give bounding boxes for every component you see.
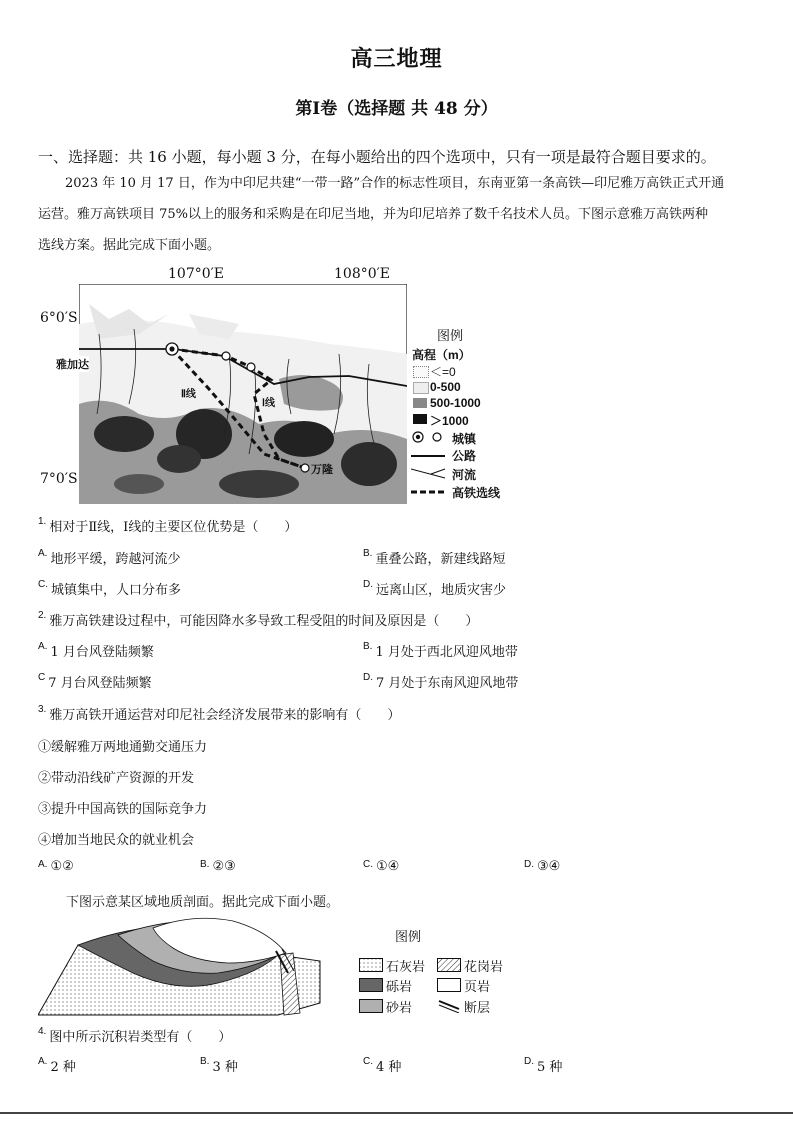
- page-bottom-border: [0, 1112, 793, 1114]
- q1-option-c[interactable]: $^{C.}$ 城镇集中，人口分布多: [38, 579, 182, 598]
- map-legend-river: 河流: [452, 468, 477, 482]
- map-legend-e1: ＜=0: [430, 365, 456, 379]
- legend-fault-icon: [437, 997, 461, 1013]
- q4-option-c[interactable]: $^{C.}$ 4 种: [363, 1056, 402, 1075]
- intro-line-3: 选线方案。据此完成下面小题。: [38, 238, 221, 253]
- question-1: $^{1.}$ 相对于Ⅱ线，Ⅰ线的主要区位优势是（ ）: [38, 516, 298, 535]
- map-lon-label-2: 108°0′E: [334, 266, 391, 282]
- geo-legend-granite: 花岗岩: [464, 960, 504, 975]
- legend-swatch-below-zero: [413, 366, 429, 378]
- geo-legend-conglomerate: 砾岩: [386, 980, 413, 995]
- intro-line-1: 2023 年 10 月 17 日，作为中印尼共建“一带一路”合作的标志性项目，东南亚第一条高铁—印尼雅万高铁正式开通: [65, 176, 725, 191]
- legend-rail-icon: [411, 486, 447, 498]
- map-city-jakarta: 雅加达: [56, 356, 89, 372]
- map-legend-town: 城镇: [452, 432, 477, 446]
- legend-river-icon: [411, 466, 447, 480]
- legend-swatch-500-1000: [413, 398, 427, 408]
- section-subtitle: 第Ⅰ卷（选择题 共 48 分）: [295, 99, 498, 119]
- q4-option-a[interactable]: $^{A.}$ 2 种: [38, 1056, 76, 1075]
- q1-option-a[interactable]: $^{A.}$ 地形平缓，跨越河流少: [38, 548, 181, 567]
- question-3: $^{3.}$ 雅万高铁开通运营对印尼社会经济发展带来的影响有（ ）: [38, 704, 401, 723]
- map-line-2-label: Ⅱ线: [181, 389, 196, 400]
- legend-limestone-swatch: [359, 958, 383, 972]
- section-heading: 一、选择题：共 16 小题，每小题 3 分，在每小题给出的四个选项中，只有一项是最符合题目要求的。: [38, 148, 716, 166]
- legend-conglomerate-swatch: [359, 978, 383, 992]
- map-lon-label-1: 107°0′E: [168, 266, 225, 282]
- q3-item-3: ③提升中国高铁的国际竞争力: [38, 802, 208, 817]
- railway-route-map: [79, 284, 407, 504]
- q2-option-a[interactable]: $^{A.}$ 1 月台风登陆频繁: [38, 641, 154, 660]
- map-legend-title: 图例: [437, 328, 464, 343]
- geo-legend-title: 图例: [395, 930, 422, 945]
- q3-item-2: ②带动沿线矿产资源的开发: [38, 771, 195, 786]
- q1-option-d[interactable]: $^{D.}$ 远离山区，地质灾害少: [363, 579, 507, 598]
- geo-legend-sandstone: 砂岩: [386, 1001, 413, 1016]
- map-legend-e3: 500-1000: [430, 396, 481, 410]
- q2-option-c[interactable]: $^C$ 7 月台风登陆频繁: [38, 672, 152, 691]
- geologic-cross-section: [38, 913, 338, 1018]
- q3-option-a[interactable]: $^{A.}$ ①②: [38, 859, 74, 874]
- map-legend-elevation: 高程（m）: [412, 348, 471, 362]
- geo-legend-shale: 页岩: [464, 980, 491, 995]
- legend-swatch-above-1000: [413, 414, 427, 424]
- map-city-bandung: 万隆: [311, 464, 333, 476]
- q4-option-d[interactable]: $^{D.}$ 5 种: [524, 1056, 563, 1075]
- legend-shale-swatch: [437, 978, 461, 992]
- q3-item-4: ④增加当地民众的就业机会: [38, 833, 195, 848]
- map-legend-road: 公路: [452, 449, 477, 463]
- q4-option-b[interactable]: $^{B.}$ 3 种: [200, 1056, 238, 1075]
- legend-swatch-0-500: [413, 382, 429, 394]
- q3-option-d[interactable]: $^{D.}$ ③④: [524, 859, 561, 874]
- q3-item-1: ①缓解雅万两地通勤交通压力: [38, 740, 208, 755]
- question-4: $^{4.}$ 图中所示沉积岩类型有（ ）: [38, 1026, 232, 1045]
- page-title: 高三地理: [350, 46, 443, 72]
- geo-legend-limestone: 石灰岩: [386, 960, 426, 975]
- map-line-1-label: Ⅰ线: [262, 398, 275, 409]
- legend-town-icon: [411, 430, 447, 444]
- map-legend-rail: 高铁选线: [452, 486, 501, 500]
- intro-line-2: 运营。雅万高铁项目 75%以上的服务和采购是在印尼当地，并为印尼培养了数千名技术人员。下图示意雅万高铁两种: [38, 207, 709, 222]
- legend-road-icon: [411, 450, 447, 462]
- q2-option-b[interactable]: $^{B.}$ 1 月处于西北风迎风地带: [363, 641, 518, 660]
- geo-legend-fault: 断层: [464, 1001, 491, 1016]
- question-2: $^{2.}$ 雅万高铁建设过程中，可能因降水多导致工程受阻的时间及原因是（ ）: [38, 610, 479, 629]
- map-legend-e2: 0-500: [430, 380, 461, 394]
- q3-option-c[interactable]: $^{C.}$ ①④: [363, 859, 400, 874]
- legend-granite-swatch: [437, 958, 461, 972]
- map-lat-label-2: 7°0′S: [40, 471, 78, 487]
- q1-option-b[interactable]: $^{B.}$ 重叠公路，新建线路短: [363, 548, 506, 567]
- legend-sandstone-swatch: [359, 999, 383, 1013]
- q2-option-d[interactable]: $^{D.}$ 7 月处于东南风迎风地带: [363, 672, 519, 691]
- q3-option-b[interactable]: $^{B.}$ ②③: [200, 859, 236, 874]
- geo-section-intro: 下图示意某区域地质剖面。据此完成下面小题。: [66, 895, 340, 910]
- map-lat-label-1: 6°0′S: [40, 310, 78, 326]
- map-legend-e4: ＞1000: [430, 414, 469, 428]
